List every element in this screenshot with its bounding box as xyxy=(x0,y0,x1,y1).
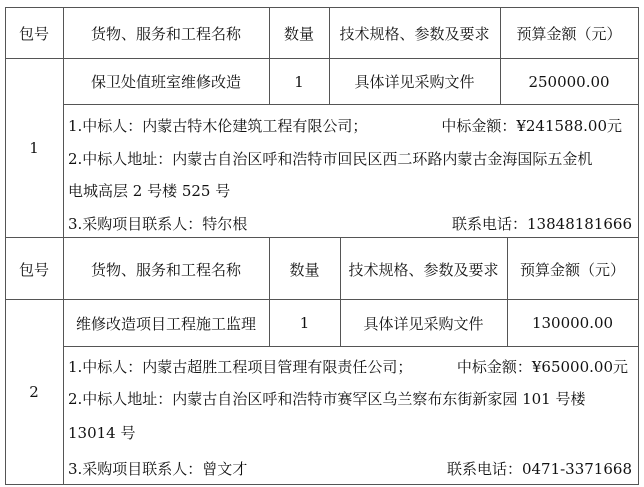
contact-phone: 联系电话：0471-3371668 xyxy=(446,460,632,478)
header-package-no: 包号 xyxy=(18,260,49,279)
award-amount: 中标金额：¥65000.00元 xyxy=(456,358,628,376)
winner-address: 2.中标人地址：内蒙古自治区呼和浩特市赛罕区乌兰察布东街新家园 101 号楼 xyxy=(68,390,586,408)
header-quantity: 数量 xyxy=(289,260,320,279)
header-spec: 技术规格、参数及要求 xyxy=(348,260,499,279)
winner-address: 2.中标人地址：内蒙古自治区呼和浩特市回民区西二环路内蒙古金海国际五金机 xyxy=(68,150,593,168)
item-budget: 250000.00 xyxy=(528,72,610,91)
winner-address-cont: 13014 号 xyxy=(68,424,136,442)
item-quantity: 1 xyxy=(299,314,310,332)
contact-person: 3.采购项目联系人：特尔根 xyxy=(68,215,248,233)
table-border xyxy=(638,238,639,485)
item-name: 保卫处值班室维修改造 xyxy=(90,73,241,91)
header-budget: 预算金额（元） xyxy=(516,24,622,43)
contact-phone: 联系电话：13848181666 xyxy=(452,215,632,233)
header-budget: 预算金额（元） xyxy=(519,260,625,279)
header-spec: 技术规格、参数及要求 xyxy=(339,24,490,43)
winner-text: 1.中标人：内蒙古特木伦建筑工程有限公司； xyxy=(68,117,368,135)
award-amount: 中标金额：¥241588.00元 xyxy=(441,117,622,135)
package-number: 1 xyxy=(29,139,39,157)
table-border xyxy=(63,346,639,347)
header-package-no: 包号 xyxy=(18,24,49,43)
item-name: 维修改造项目工程施工监理 xyxy=(75,314,256,333)
header-item-name: 货物、服务和工程名称 xyxy=(90,24,241,43)
package-number: 2 xyxy=(29,383,39,401)
header-item-name: 货物、服务和工程名称 xyxy=(90,260,241,279)
contact-person: 3.采购项目联系人：曾文才 xyxy=(68,460,248,478)
item-spec: 具体详见采购文件 xyxy=(354,73,475,91)
table-border xyxy=(638,7,639,238)
item-budget: 130000.00 xyxy=(531,314,614,332)
table-border xyxy=(63,104,639,105)
item-spec: 具体详见采购文件 xyxy=(363,314,484,333)
package-block-2 xyxy=(0,238,644,487)
item-quantity: 1 xyxy=(294,72,304,91)
winner-address-cont: 电城高层 2 号楼 525 号 xyxy=(68,182,231,200)
winner-text: 1.中标人：内蒙古超胜工程项目管理有限责任公司； xyxy=(68,358,413,376)
table-border xyxy=(5,484,639,485)
header-quantity: 数量 xyxy=(283,24,314,43)
package-block-1 xyxy=(0,0,644,238)
